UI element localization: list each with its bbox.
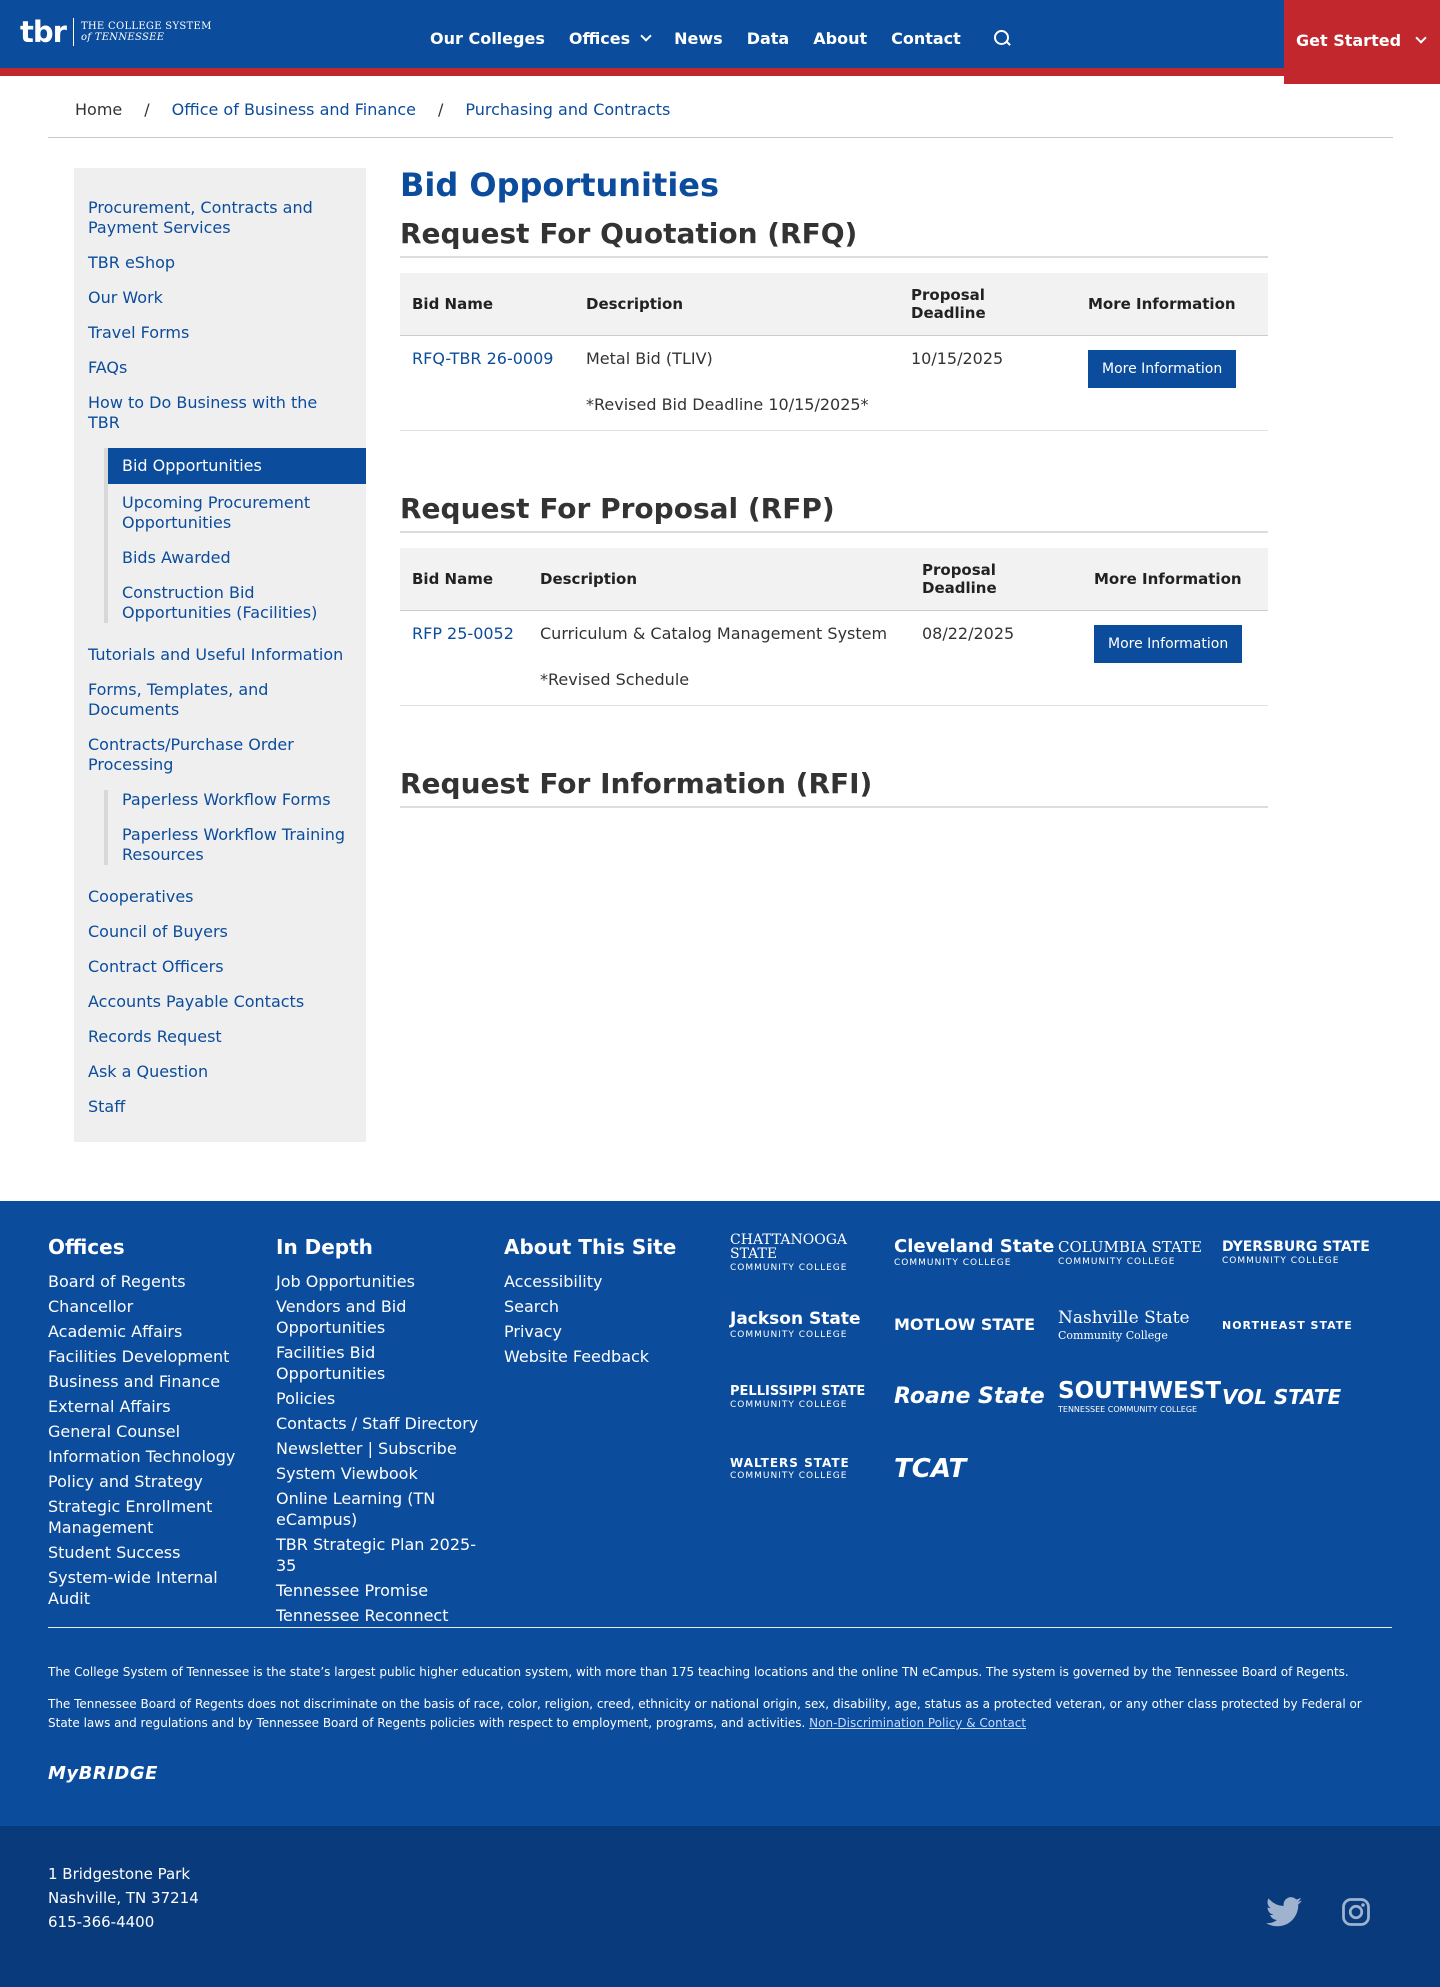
footer-link[interactable]: Website Feedback <box>504 1347 650 1366</box>
college-name: NORTHEAST STATE <box>1222 1318 1353 1332</box>
sidebar-item-contracts-po[interactable]: Contracts/Purchase Order Processing <box>88 735 294 774</box>
sidebar-item-forms-templates[interactable]: Forms, Templates, and Documents <box>88 680 269 719</box>
sidebar-item-procurement[interactable]: Procurement, Contracts and Payment Services <box>88 198 313 237</box>
col-more-information: More Information <box>1076 273 1268 336</box>
breadcrumb-purchasing[interactable]: Purchasing and Contracts <box>465 100 671 119</box>
description-cell <box>574 336 899 431</box>
table-header-row <box>400 548 1268 611</box>
footer-link[interactable]: Contacts / Staff Directory <box>276 1414 479 1433</box>
college-name: SOUTHWEST <box>1058 1378 1222 1404</box>
description-cell <box>528 611 910 706</box>
tbr-logo[interactable] <box>20 17 212 47</box>
college-sub: COMMUNITY COLLEGE <box>1058 1256 1176 1267</box>
breadcrumb-home[interactable]: Home <box>75 100 123 119</box>
breadcrumb-separator: / <box>437 100 444 119</box>
college-name: Cleveland State <box>894 1236 1055 1257</box>
nav-news[interactable]: News <box>674 28 723 48</box>
address-city: Nashville, TN 37214 <box>48 1889 199 1907</box>
logo-wordmark <box>81 21 212 43</box>
footer-link[interactable]: Business and Finance <box>48 1372 221 1391</box>
footer-link[interactable]: Policies <box>276 1389 336 1408</box>
college-name: PELLISSIPPI STATE <box>730 1383 866 1399</box>
sidebar-item-ask-question[interactable]: Ask a Question <box>88 1062 209 1081</box>
col-bid-name: Bid Name <box>400 273 574 336</box>
col-more-information: More Information <box>1082 548 1268 611</box>
more-information-button[interactable]: More Information <box>1088 350 1236 388</box>
bid-note: *Revised Bid Deadline 10/15/2025* <box>586 395 869 414</box>
college-logo-volstate[interactable] <box>1222 1375 1386 1419</box>
footer-link[interactable]: Tennessee Reconnect <box>276 1606 449 1625</box>
college-sub: Community College <box>1058 1328 1168 1342</box>
bid-link[interactable]: RFP 25-0052 <box>412 624 514 643</box>
rfp-heading: Request For Proposal (RFP) <box>400 489 1268 533</box>
logo-mark: tbr <box>20 15 66 49</box>
address <box>48 1862 199 1934</box>
footer-link[interactable]: Job Opportunities <box>276 1272 415 1291</box>
footer-about-heading: About This Site <box>504 1235 677 1259</box>
college-name: MOTLOW STATE <box>894 1315 1036 1334</box>
footer-about <box>504 1233 704 1371</box>
sidebar-item-paperless-forms[interactable]: Paperless Workflow Forms <box>122 790 331 809</box>
college-logo-tcat[interactable] <box>894 1447 1058 1491</box>
footer-nondiscrimination <box>48 1695 1392 1733</box>
rfq-heading: Request For Quotation (RFQ) <box>400 214 1268 258</box>
sidebar-item-staff[interactable]: Staff <box>88 1097 126 1116</box>
logo-divider <box>73 18 74 46</box>
rfi-heading: Request For Information (RFI) <box>400 764 1268 808</box>
more-info-cell <box>1082 611 1268 706</box>
bid-description: Curriculum & Catalog Management System <box>540 624 888 643</box>
rfp-table <box>400 548 1268 706</box>
college-logo-columbia[interactable] <box>1058 1231 1222 1275</box>
col-proposal-deadline: Proposal Deadline <box>910 548 1082 611</box>
college-name: COLUMBIA STATE <box>1058 1237 1202 1256</box>
college-sub: COMMUNITY COLLEGE <box>894 1258 1012 1268</box>
sidebar-item-faqs[interactable]: FAQs <box>88 358 128 377</box>
nav-data[interactable]: Data <box>746 28 790 48</box>
sidebar-item-our-work[interactable]: Our Work <box>88 288 163 307</box>
rfq-section <box>400 214 1268 431</box>
rfp-section <box>400 489 1268 706</box>
sidebar-item-cooperatives[interactable]: Cooperatives <box>88 887 194 906</box>
footer-link[interactable]: Online Learning (TN eCampus) <box>276 1489 436 1529</box>
college-logo-northeast[interactable] <box>1222 1303 1386 1347</box>
logo-line-2: of TENNESSEE <box>80 32 165 43</box>
main-content <box>400 160 1268 866</box>
more-info-cell <box>1076 336 1268 431</box>
table-row <box>400 611 1268 706</box>
footer-link[interactable]: Chancellor <box>48 1297 134 1316</box>
bid-link[interactable]: RFQ-TBR 26-0009 <box>412 349 554 368</box>
sidebar-item-construction-bids[interactable]: Construction Bid Opportunities (Facilities) <box>122 583 318 622</box>
footer-link[interactable]: Policy and Strategy <box>48 1472 203 1491</box>
college-logo-chattanooga[interactable] <box>730 1231 894 1275</box>
twitter-icon[interactable] <box>1266 1897 1300 1931</box>
sidebar-item-how-to-do-business[interactable]: How to Do Business with the TBR <box>88 393 318 432</box>
footer-link[interactable]: Tennessee Promise <box>276 1581 429 1600</box>
footer-in-depth <box>276 1233 486 1630</box>
college-logo-jackson[interactable] <box>730 1303 894 1347</box>
bid-name-cell <box>400 611 528 706</box>
table-header-row <box>400 273 1268 336</box>
college-name: VOL STATE <box>1222 1385 1342 1409</box>
sidebar-item-council-of-buyers[interactable]: Council of Buyers <box>88 922 228 941</box>
sidebar-item-paperless-training[interactable]: Paperless Workflow Training Resources <box>122 825 346 864</box>
footer-link[interactable]: Academic Affairs <box>48 1322 183 1341</box>
search-icon[interactable] <box>993 29 1011 47</box>
nav-about[interactable]: About <box>813 28 868 48</box>
sidebar-item-eshop[interactable]: TBR eShop <box>88 253 176 272</box>
footer-link[interactable]: Board of Regents <box>48 1272 186 1291</box>
footer-divider <box>48 1627 1392 1628</box>
college-logo-motlow[interactable] <box>894 1303 1058 1347</box>
footer-link[interactable]: Newsletter | Subscribe <box>276 1439 457 1458</box>
bid-name-cell <box>400 336 574 431</box>
college-name: WALTERS STATE <box>730 1456 850 1470</box>
footer-link[interactable]: TBR Strategic Plan 2025-35 <box>276 1535 476 1575</box>
footer-link[interactable]: Accessibility <box>504 1272 603 1291</box>
college-name: DYERSBURG STATE <box>1222 1239 1370 1255</box>
footer-link[interactable]: System Viewbook <box>276 1464 418 1483</box>
nondiscrimination-link[interactable]: Non-Discrimination Policy & Contact <box>809 1716 1027 1730</box>
sidebar-item-accounts-payable[interactable]: Accounts Payable Contacts <box>88 992 305 1011</box>
college-name: TCAT <box>894 1454 967 1484</box>
sidebar-item-contract-officers[interactable]: Contract Officers <box>88 957 224 976</box>
nav-our-colleges[interactable]: Our Colleges <box>430 28 545 48</box>
main-nav <box>430 0 1011 76</box>
footer-link[interactable]: Information Technology <box>48 1447 236 1466</box>
sidebar-nav <box>74 168 366 1142</box>
sidebar-item-travel-forms[interactable]: Travel Forms <box>88 323 190 342</box>
col-proposal-deadline: Proposal Deadline <box>899 273 1076 336</box>
college-name: CHATTANOOGA STATE <box>730 1232 848 1262</box>
college-sub: COMMUNITY COLLEGE <box>730 1263 848 1273</box>
college-sub: TENNESSEE COMMUNITY COLLEGE <box>1058 1405 1198 1414</box>
college-logo-dyersburg[interactable] <box>1222 1231 1386 1275</box>
sidebar-item-upcoming-procurement[interactable]: Upcoming Procurement Opportunities <box>122 493 311 532</box>
sidebar-submenu-business <box>104 448 366 623</box>
col-bid-name: Bid Name <box>400 548 528 611</box>
sidebar-submenu-contracts <box>104 790 366 865</box>
rfi-section <box>400 764 1268 808</box>
chevron-down-icon <box>1415 32 1426 43</box>
breadcrumb <box>48 100 1393 138</box>
sidebar-item-tutorials[interactable]: Tutorials and Useful Information <box>88 645 344 664</box>
sidebar-item-bid-opportunities[interactable]: Bid Opportunities <box>108 448 366 484</box>
more-information-button[interactable]: More Information <box>1094 625 1242 663</box>
college-sub: COMMUNITY COLLEGE <box>1222 1256 1340 1266</box>
page-title: Bid Opportunities <box>400 166 720 204</box>
mybridge-logo[interactable]: MyBRIDGE <box>48 1763 158 1784</box>
college-logo-roane[interactable] <box>894 1375 1058 1419</box>
college-name: Nashville State <box>1058 1307 1190 1328</box>
breadcrumb-business-finance[interactable]: Office of Business and Finance <box>171 100 416 119</box>
bid-note: *Revised Schedule <box>540 670 690 689</box>
footer-link[interactable]: Privacy <box>504 1322 562 1341</box>
college-sub: COMMUNITY COLLEGE <box>730 1399 848 1410</box>
nav-offices-label: Offices <box>568 28 631 48</box>
deadline-cell: 08/22/2025 <box>910 611 1082 706</box>
college-name: Roane State <box>894 1384 1045 1409</box>
get-started-label: Get Started <box>1296 30 1402 50</box>
footer-link[interactable]: Student Success <box>48 1543 181 1562</box>
college-sub: COMMUNITY COLLEGE <box>730 1471 848 1481</box>
col-description: Description <box>574 273 899 336</box>
site-header <box>0 0 1440 76</box>
breadcrumb-separator: / <box>144 100 150 119</box>
footer-link[interactable]: Facilities Bid Opportunities <box>276 1343 386 1383</box>
col-description: Description <box>528 548 910 611</box>
rfq-table <box>400 273 1268 431</box>
footer-offices-heading: Offices <box>48 1235 125 1259</box>
footer-blurb: The College System of Tennessee is the state’s largest public higher education system, with more than 175 teaching locations and the online TN eCampus. The system is governed by the Tennessee Board of Regents. <box>48 1665 1349 1679</box>
college-logo-pellissippi[interactable] <box>730 1375 894 1419</box>
table-row <box>400 336 1268 431</box>
footer-link[interactable]: General Counsel <box>48 1422 181 1441</box>
logo-line-1: THE COLLEGE SYSTEM <box>80 21 212 32</box>
college-logo-walters[interactable] <box>730 1447 894 1491</box>
address-bar <box>0 1826 1440 1987</box>
college-logos <box>730 1231 1378 1491</box>
address-phone: 615-366-4400 <box>48 1913 155 1931</box>
instagram-icon[interactable] <box>1341 1897 1375 1931</box>
footer-link[interactable]: External Affairs <box>48 1397 171 1416</box>
footer-offices <box>48 1233 258 1613</box>
college-sub: COMMUNITY COLLEGE <box>730 1329 848 1340</box>
college-name: Jackson State <box>730 1308 861 1329</box>
sidebar-item-records-request[interactable]: Records Request <box>88 1027 222 1046</box>
college-logo-southwest[interactable] <box>1058 1375 1222 1419</box>
footer-link[interactable]: Search <box>504 1297 559 1316</box>
chevron-down-icon <box>640 30 651 41</box>
get-started-button[interactable] <box>1284 0 1440 84</box>
nav-contact[interactable]: Contact <box>891 28 961 48</box>
footer-link[interactable]: Vendors and Bid Opportunities <box>276 1297 407 1337</box>
address-street: 1 Bridgestone Park <box>48 1865 191 1883</box>
deadline-cell: 10/15/2025 <box>899 336 1076 431</box>
sidebar-item-bids-awarded[interactable]: Bids Awarded <box>122 548 231 567</box>
bid-description: Metal Bid (TLIV) <box>586 349 713 368</box>
college-logo-cleveland[interactable] <box>894 1231 1058 1275</box>
footer-link[interactable]: System-wide Internal Audit <box>48 1568 218 1608</box>
site-footer <box>0 1201 1440 1826</box>
nondiscrimination-text: The Tennessee Board of Regents does not discriminate on the basis of race, color, religion, creed, ethnicity or national origin, sex, disability, age, status as a protected veteran, or any other class protected by Federal or State laws and regulations and by Tennessee Board of Regents policies with respect to employment, programs, and activities. <box>48 1697 1362 1730</box>
footer-link[interactable]: Facilities Development <box>48 1347 230 1366</box>
footer-link[interactable]: Strategic Enrollment Management <box>48 1497 213 1537</box>
footer-in-depth-heading: In Depth <box>276 1235 373 1259</box>
nav-offices[interactable] <box>569 29 650 48</box>
college-logo-nashville[interactable] <box>1058 1303 1222 1347</box>
